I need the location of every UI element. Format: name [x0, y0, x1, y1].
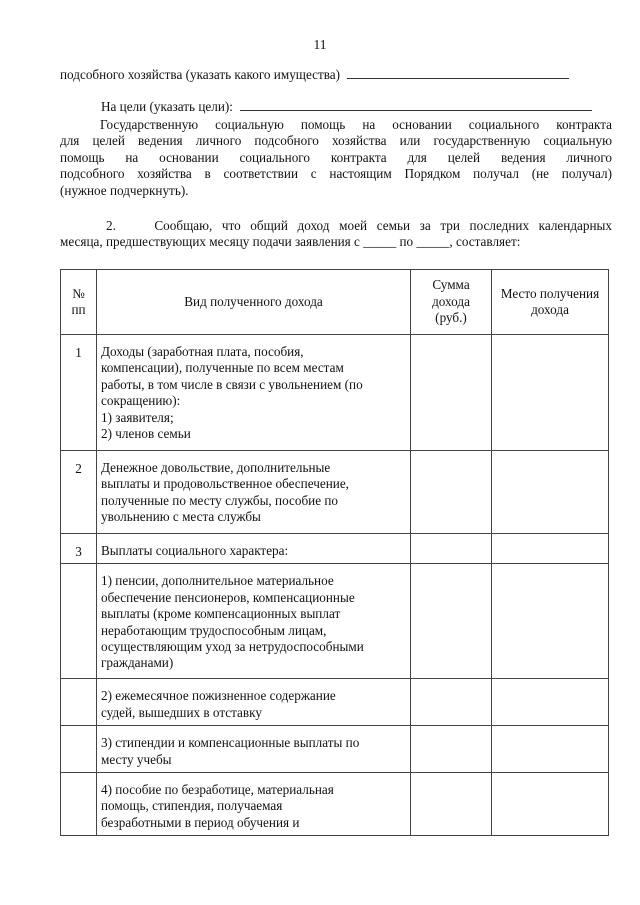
paragraph-line: Государственную социальную помощь на основании социального контракта	[100, 117, 612, 132]
row-sum-cell[interactable]	[411, 451, 492, 534]
paragraph-line: помощь на основании социального контракта для целей ведения личного	[60, 149, 612, 165]
header-sum-line: Сумма	[432, 277, 470, 293]
table-row	[61, 726, 609, 773]
row-text-line: 1) заявителя;	[101, 409, 174, 425]
row-text-line: месту учебы	[101, 751, 172, 767]
purpose-fill-line[interactable]	[240, 99, 592, 111]
table-row	[61, 564, 609, 679]
table-row	[61, 451, 609, 534]
row-text-line: сокращению):	[101, 393, 181, 409]
row-place-cell[interactable]	[492, 679, 609, 726]
row-text-line: судей, вышедших в отставку	[101, 704, 262, 720]
row-text-line: выплаты (кроме компенсационных выплат	[101, 606, 341, 622]
section-2-line-2-start: месяца, предшествующих месяцу подачи заявления с	[60, 234, 360, 250]
row-text-line: 3) стипендии и компенсационные выплаты по	[101, 735, 360, 751]
row-number	[61, 726, 97, 773]
section-2-paragraph	[60, 218, 612, 251]
header-place-line: дохода	[531, 302, 569, 317]
row-sum-cell[interactable]	[411, 773, 492, 836]
row-number: 2	[61, 451, 97, 534]
property-line	[60, 67, 569, 83]
word-to: по	[399, 234, 414, 250]
header-place-line: Место получения	[500, 285, 600, 301]
row-place-cell[interactable]	[492, 726, 609, 773]
row-income-type	[97, 679, 411, 726]
purpose-line	[101, 99, 592, 115]
row-text-line: полученные по месту службы, пособие по	[101, 492, 339, 508]
purpose-label: На цели (указать цели):	[101, 99, 233, 114]
row-sum-cell[interactable]	[411, 726, 492, 773]
row-text-line: увольнению с места службы	[101, 509, 261, 525]
row-text-line: неработающим трудоспособным лицам,	[101, 622, 327, 638]
header-number	[61, 270, 97, 335]
paragraph-line: (нужное подчеркнуть).	[60, 182, 189, 198]
row-number	[61, 564, 97, 679]
header-income-type: Вид полученного дохода	[97, 270, 411, 335]
row-number: 1	[61, 335, 97, 451]
social-aid-paragraph	[60, 117, 612, 199]
row-text-line: Денежное довольствие, дополнительные	[101, 460, 331, 475]
row-text-line: работы, в том числе в связи с увольнением (по	[101, 376, 363, 392]
row-text-line: Доходы (заработная плата, пособия,	[101, 344, 304, 359]
table-row	[61, 679, 609, 726]
row-sum-cell[interactable]	[411, 335, 492, 451]
table-row	[61, 335, 609, 451]
row-sum-cell[interactable]	[411, 564, 492, 679]
property-fill-line[interactable]	[347, 67, 569, 79]
row-number	[61, 773, 97, 836]
section-2-line-1	[60, 218, 612, 234]
row-income-type	[97, 534, 411, 564]
row-income-type	[97, 726, 411, 773]
section-2-number: 2.	[106, 218, 116, 233]
header-number-line: пп	[71, 302, 86, 317]
date-to-blank[interactable]: _____	[416, 234, 450, 250]
table-row	[61, 773, 609, 836]
row-text-line: 2) членов семьи	[101, 426, 191, 442]
page-number: 11	[313, 37, 327, 52]
row-text-line: помощь, стипендия, получаемая	[101, 798, 283, 814]
row-income-type	[97, 773, 411, 836]
property-line-label: подсобного хозяйства (указать какого имущества)	[60, 67, 341, 82]
row-text-line: 1) пенсии, дополнительное материальное	[101, 573, 334, 589]
row-text-line: 4) пособие по безработице, материальная	[101, 782, 334, 798]
row-place-cell[interactable]	[492, 534, 609, 564]
header-sum-line: дохода	[432, 293, 470, 309]
row-number: 3	[61, 534, 97, 564]
row-text-line: обеспечение пенсионеров, компенсационные	[101, 589, 355, 605]
row-sum-cell[interactable]	[411, 534, 492, 564]
row-text-line: безработными в период обучения и	[101, 814, 300, 830]
row-sum-cell[interactable]	[411, 679, 492, 726]
section-2-line-2	[60, 234, 612, 250]
table-header-row	[61, 270, 609, 335]
row-text-line: выплаты и продовольственное обеспечение,	[101, 476, 349, 492]
row-text-line: 2) ежемесячное пожизненное содержание	[101, 688, 336, 704]
row-text-line: осуществляющим уход за нетрудоспособными	[101, 639, 364, 655]
section-2-text: Сообщаю, что общий доход моей семьи за три последних календарных	[154, 218, 613, 233]
section-2-line-2-end: , составляет:	[449, 234, 521, 250]
row-text-line: компенсации), полученные по всем местам	[101, 360, 344, 376]
row-place-cell[interactable]	[492, 451, 609, 534]
header-income-sum	[411, 270, 492, 335]
row-income-type	[97, 335, 411, 451]
row-number	[61, 679, 97, 726]
row-place-cell[interactable]	[492, 335, 609, 451]
income-table	[60, 269, 609, 836]
paragraph-line: подсобного хозяйства в соответствии с настоящим Порядком получал (не получал)	[60, 166, 612, 182]
row-place-cell[interactable]	[492, 564, 609, 679]
row-text-line: Выплаты социального характера:	[101, 543, 289, 558]
header-income-place	[492, 270, 609, 335]
paragraph-line: для целей ведения личного подсобного хозяйства или государственную социальную	[60, 133, 612, 149]
header-number-line: №	[72, 285, 85, 301]
row-place-cell[interactable]	[492, 773, 609, 836]
table-row	[61, 534, 609, 564]
date-from-blank[interactable]: _____	[363, 234, 397, 250]
row-text-line: гражданами)	[101, 655, 174, 671]
row-income-type	[97, 451, 411, 534]
header-sum-line: (руб.)	[435, 310, 467, 326]
row-income-type	[97, 564, 411, 679]
